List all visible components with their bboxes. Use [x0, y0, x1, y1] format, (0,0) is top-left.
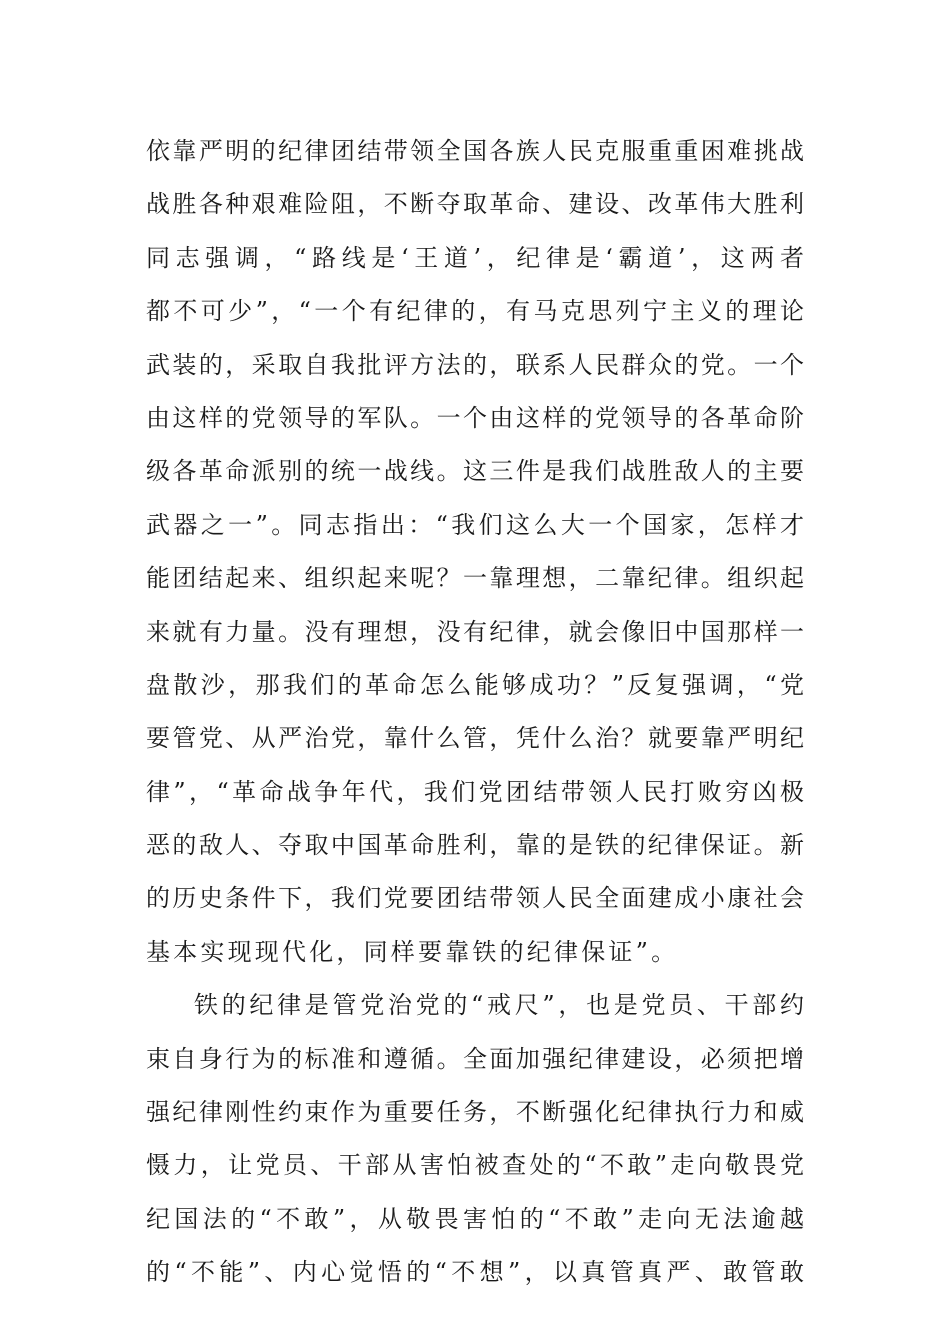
paragraph-2-line: 纪国法的“不敢”，从敬畏害怕的“不敢”走向无法逾越 — [146, 1204, 804, 1233]
paragraph-2-first-line: 铁的纪律是管党治党的“戒尺”，也是党员、干部约 — [194, 991, 804, 1020]
paragraph-2-line: 的“不能”、内心觉悟的“不想”，以真管真严、敢管敢 — [146, 1258, 804, 1287]
document-body — [0, 125, 950, 1300]
paragraph-1-line: 的历史条件下，我们党要团结带领人民全面建成小康社会 — [146, 884, 804, 913]
paragraph-1-line: 依靠严明的纪律团结带领全国各族人民克服重重困难挑战 — [146, 137, 804, 165]
paragraph-1-line: 战胜各种艰难险阻，不断夺取革命、建设、改革伟大胜利 — [146, 190, 804, 219]
paragraph-1-line: 由这样的党领导的军队。一个由这样的党领导的各革命阶 — [146, 403, 804, 432]
paragraph-1-line: 能团结起来、组织起来呢？一靠理想，二靠纪律。组织起 — [146, 564, 804, 593]
paragraph-1-line: 要管党、从严治党，靠什么管，凭什么治？就要靠严明纪 — [146, 724, 804, 753]
paragraph-1-line: 盘散沙，那我们的革命怎么能够成功？”反复强调，“党 — [146, 670, 804, 699]
paragraph-1-line: 来就有力量。没有理想，没有纪律，就会像旧中国那样一 — [146, 617, 804, 646]
paragraph-1-line: 同志强调，“路线是‘王道’，纪律是‘霸道’，这两者 — [146, 243, 804, 272]
paragraph-1-line: 律”，“革命战争年代，我们党团结带领人民打败穷凶极 — [146, 777, 804, 806]
paragraph-1-line: 级各革命派别的统一战线。这三件是我们战胜敌人的主要 — [146, 457, 804, 486]
paragraph-1-line: 恶的敌人、夺取中国革命胜利，靠的是铁的纪律保证。新 — [146, 831, 804, 860]
paragraph-1-last-line: 基本实现现代化，同样要靠铁的纪律保证”。 — [146, 937, 679, 966]
paragraph-1-line: 武装的，采取自我批评方法的，联系人民群众的党。一个 — [146, 350, 804, 379]
paragraph-1-line: 武器之一”。同志指出：“我们这么大一个国家，怎样才 — [146, 510, 804, 539]
paragraph-2-line: 强纪律刚性约束作为重要任务，不断强化纪律执行力和威 — [146, 1098, 804, 1127]
paragraph-2-line: 束自身行为的标准和遵循。全面加强纪律建设，必须把增 — [146, 1044, 804, 1073]
paragraph-1-line: 都不可少”，“一个有纪律的，有马克思列宁主义的理论 — [146, 297, 804, 326]
paragraph-2-line: 慑力，让党员、干部从害怕被查处的“不敢”走向敬畏党 — [146, 1151, 804, 1180]
